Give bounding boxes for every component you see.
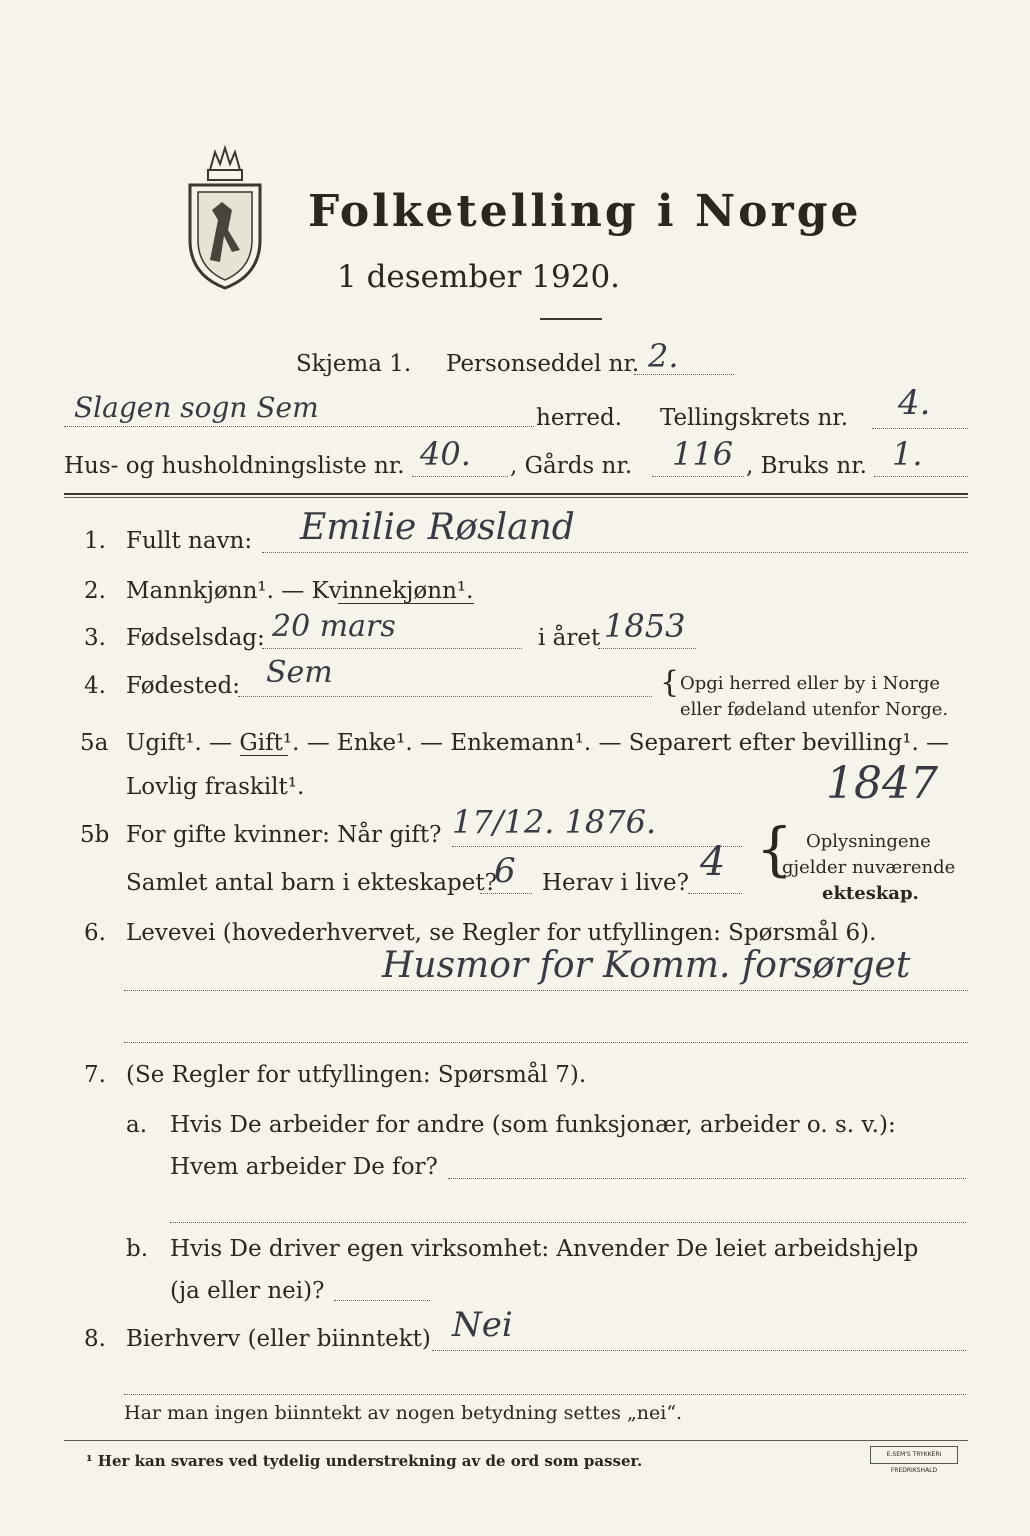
full-name-value: Emilie Røsland [300,507,575,548]
q8-label: Bierhverv (eller biinntekt) [126,1326,431,1352]
q7a-label: Hvis De arbeider for andre (som funksjonær, arbeider o. s. v.): [170,1112,896,1138]
side-income-value: Nei [452,1305,513,1345]
census-form: Folketelling i Norge 1 desember 1920. Skjema 1. Personseddel nr. 2. Slagen sogn Sem herred. Tellingskrets nr. 4. Hus- og husholdningsliste nr. 40. , Gårds nr. 116 , Bruks nr. 1. 1. Fullt navn: Emilie Røsland 2. Mannkjønn¹. — Kvinnekjønn¹. 3. Fødselsdag: 20 mars i året 1853 4. Fødested: Sem { Opgi herred eller by i Norge eller fødeland utenfor Norge. 5a Ugift¹. — Gift¹. — Enke¹. — Enkemann¹. — Separert efter bevilling¹. — Lovlig fraskilt¹. 1847 5b For gifte kvinner: Når gift? 17/12. 1876. Samlet antal barn i ekteskapet? 6 Herav i live? 4 { Oplysningene gjelder nuværende ekteskap. 6. Levevei (hovederhvervet, se Regler for utfyllingen: Spørsmål 6). Husmor for Komm. forsørget 7. (Se Regler for utfyllingen: Spørsmål 7). a. Hvis De arbeider for andre (som funksjonær, arbeider o. s. v.): Hvem arbeider De for? b. Hvis De driver egen virksomhet: Anvender De leiet arbeidshjelp (ja eller nei)? 8. Bierhverv (eller biinntekt) Nei Har man ingen biinntekt av nogen betydning settes „nei“. ¹ Her kan svares ved tydelig understrekning av de ord som passer. E.SEM'S TRYKKERI FREDRIKSHALD [0,0,1030,1536]
q7b-number: b. [126,1236,149,1262]
gards-label: , Gårds nr. [510,453,633,479]
q7a-label-2: Hvem arbeider De for? [170,1154,438,1180]
gards-value: 116 [672,435,734,473]
q1-number: 1. [84,528,106,554]
children-count-value: 6 [494,851,516,891]
q7b-label-2: (ja eller nei)? [170,1278,325,1304]
q6-label: Levevei (hovederhvervet, se Regler for utfyllingen: Spørsmål 6). [126,920,877,946]
q7a-number: a. [126,1112,148,1138]
q7-label: (Se Regler for utfyllingen: Spørsmål 7). [126,1062,587,1088]
q2-label: Mannkjønn¹. — Kvinnekjønn¹. [126,578,474,604]
q5a-label-2: Lovlig fraskilt¹. [126,774,305,800]
bruks-label: , Bruks nr. [746,453,867,479]
q6-number: 6. [84,920,106,946]
q3-number: 3. [84,625,106,651]
q5b-note-3: ekteskap. [822,883,919,904]
q4-note-2: eller fødeland utenfor Norge. [680,699,949,720]
q4-label: Fødested: [126,673,241,699]
marriage-date-value: 17/12. 1876. [452,803,657,841]
nei-note: Har man ingen biinntekt av nogen betydning settes „nei“. [124,1402,683,1424]
tellingskrets-label: Tellingskrets nr. [660,405,849,431]
q3-year-label: i året [538,625,601,651]
q3-label: Fødselsdag: [126,625,265,651]
herred-label: herred. [536,405,623,431]
census-date: 1 desember 1920. [337,259,621,295]
tellingskrets-value: 4. [898,383,931,423]
personseddel-label: Personseddel nr. [446,351,640,377]
q4-number: 4. [84,673,106,699]
personseddel-value: 2. [648,337,679,375]
q5b-number: 5b [80,822,110,848]
q5b-children-label: Samlet antal barn i ekteskapet? [126,870,497,896]
q5a-label: Ugift¹. — Gift¹. — Enke¹. — Enkemann¹. — Separert efter bevilling¹. — [126,730,950,756]
q7b-label: Hvis De driver egen virksomhet: Anvender De leiet arbeidshjelp [170,1236,919,1262]
q2-number: 2. [84,578,106,604]
hus-label: Hus- og husholdningsliste nr. [64,453,405,479]
q5a-number: 5a [80,730,109,756]
q1-label: Fullt navn: [126,528,253,554]
coat-of-arms-icon [180,140,270,290]
q5b-note-1: Oplysningene [806,831,931,852]
q8-number: 8. [84,1326,106,1352]
q5b-label: For gifte kvinner: Når gift? [126,822,442,848]
q5b-alive-label: Herav i live? [542,870,689,896]
herred-value: Slagen sogn Sem [74,391,319,424]
q4-note-1: Opgi herred eller by i Norge [680,673,941,694]
children-alive-value: 4 [700,839,726,885]
q5b-note-2: gjelder nuværende [782,857,956,878]
q7-number: 7. [84,1062,106,1088]
occupation-value: Husmor for Komm. forsørget [382,945,911,986]
q5a-extra-note: 1847 [826,758,938,809]
birth-year-value: 1853 [604,607,686,645]
birthplace-value: Sem [266,655,333,690]
printer-stamp: E.SEM'S TRYKKERI FREDRIKSHALD [870,1446,958,1464]
form-title: Folketelling i Norge [308,186,862,237]
footnote: ¹ Her kan svares ved tydelig understrekning av de ord som passer. [86,1452,643,1470]
hus-value: 40. [420,435,471,473]
bruks-value: 1. [892,435,923,473]
birth-date-value: 20 mars [272,609,396,644]
schema-label: Skjema 1. [296,351,412,377]
